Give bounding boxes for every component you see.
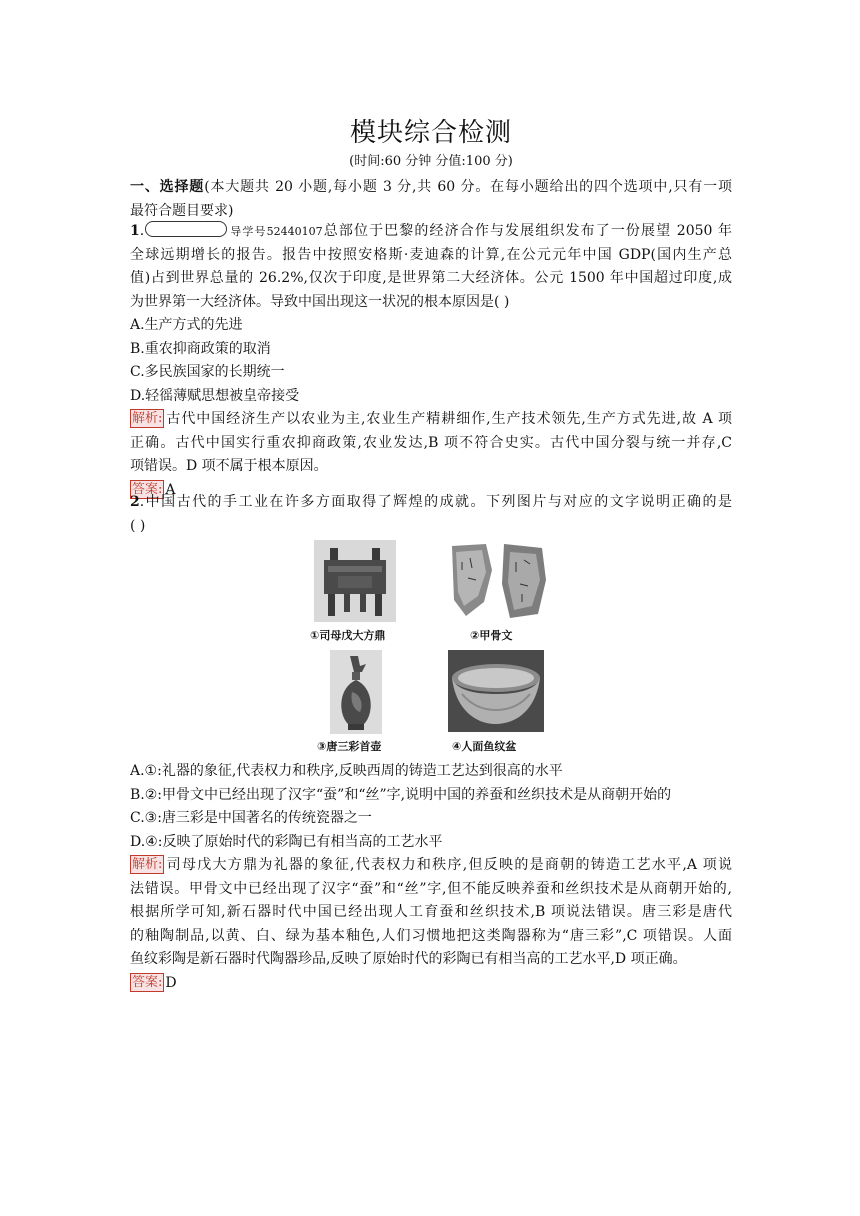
q1-option-a: A.生产方式的先进 — [130, 317, 243, 333]
figure-caption-3: ③唐三彩首壶 — [317, 740, 382, 753]
question-2-body — [130, 760, 732, 995]
q2-option-d: D.④:反映了原始时代的彩陶已有相当高的工艺水平 — [130, 833, 443, 850]
question-1-line-2: 全球远期增长的报告。报告中按照安格斯·麦迪森的计算,在公元元年中国 GDP(国内生产总 — [130, 246, 732, 263]
q1-option-b: B.重农抑商政策的取消 — [130, 340, 271, 357]
q1-option-d: D.轻徭薄赋思想被皇帝接受 — [130, 387, 300, 404]
section-desc-1: (本大题共 20 小题,每小题 3 分,共 60 分。在每小题给出的四个选项中,只有一项 — [204, 179, 732, 195]
guide-label: 导学号 — [229, 225, 267, 238]
question-1-line-3: 值)占到世界总量的 26.2%,仅次于印度,是世界第二大经济体。公元 1500 年中国超过印度,成 — [130, 270, 732, 286]
q2-analysis-line-3: 根据所学可知,新石器时代中国已经出现人工育蚕和丝织技术,B 项说法错误。唐三彩是唐代 — [130, 904, 732, 920]
exam-info: (时间:60 分钟 分值:100 分) — [349, 154, 513, 169]
q1-option-c: C.多民族国家的长期统一 — [130, 364, 285, 380]
q2-option-a: A.①:礼器的象征,代表权力和秩序,反映西周的铸造工艺达到很高的水平 — [130, 763, 563, 779]
section-header — [130, 176, 732, 223]
analysis-tag: 解析: — [132, 411, 163, 426]
section-heading: 一、选择题 — [130, 179, 205, 195]
guide-oval-icon — [145, 221, 227, 237]
answer-tag: 答案: — [132, 481, 163, 497]
q2-analysis-line-5: 鱼纹彩陶是新石器时代陶器珍品,反映了原始时代的彩陶已有相当高的工艺水平,D 项正确。 — [130, 951, 687, 967]
guide-number: 52440107 — [266, 225, 323, 238]
ding-image — [314, 540, 396, 622]
q1-analysis-line-3: 项错误。D 项不属于根本原因。 — [130, 458, 328, 474]
q1-answer: A — [165, 481, 176, 498]
figure-caption-2: ②甲骨文 — [470, 629, 513, 642]
q1-analysis-line-1: 古代中国经济生产以农业为主,农业生产精耕细作,生产技术领先,生产方式先进,故 A 项 — [165, 411, 732, 427]
question-2-number: 2 — [130, 494, 140, 510]
q2-analysis-line-2: 法错误。甲骨文中已经出现了汉字“蚕”和“丝”字,但不能反映养蚕和丝织技术是从商朝开始的, — [130, 880, 732, 897]
tang-sancai-image — [330, 650, 382, 734]
q2-option-c: C.③:唐三彩是中国著名的传统瓷器之一 — [130, 810, 372, 826]
question-2-line-2: ( ) — [130, 517, 146, 534]
question-1-number: 1 — [130, 223, 140, 239]
answer-tag: 答案: — [132, 974, 163, 990]
question-2 — [130, 491, 732, 538]
q2-answer: D — [165, 974, 177, 991]
q1-analysis-line-2: 正确。古代中国实行重农抑商政策,农业发达,B 项不符合史实。古代中国分裂与统一并存,C — [130, 434, 732, 451]
pottery-basin-image — [448, 650, 544, 732]
section-desc-2: 最符合题目要求) — [130, 202, 234, 219]
page-title: 模块综合检测 — [349, 118, 512, 148]
q2-analysis-line-4: 的釉陶制品,以黄、白、绿为基本釉色,人们习惯地把这类陶器称为“唐三彩”,C 项错误。人面 — [130, 927, 732, 944]
analysis-tag: 解析: — [132, 857, 163, 872]
figure-caption-1: ①司母戊大方鼎 — [310, 629, 386, 642]
question-1: 1. 导学号52440107总部位于巴黎的经济合作与发展组织发布了一份展望 2050 年 全球远期增长的报告。报告中按照安格斯·麦迪森的计算,在公元元年中国 GDP(国内生产总 值)占到世界总量的 26.2%,仅次于印度,是世界第二大经济体。公元 1500 年中国超过印度,成 为世界第一大经济体。导致中国出现这一状况的根本原因是( ) A.生产方式的先进 B.重农抑商政策的取消 C.多民族国家的长期统一 D.轻徭薄赋思想被皇帝接受 解析: 古代中国经济生产以农业为主,农业生产精耕细作,生产技术领先,生产方式先进,故 A 项 正确。古代中国实行重农抑商政策,农业发达,B 项不符合史实。古代中国分裂与统一并存,C 项错误。D 项不属于根本原因。 答案: A — [130, 223, 732, 498]
q2-analysis-line-1: 司母戊大方鼎为礼器的象征,代表权力和秩序,但反映的是商朝的铸造工艺水平,A 项说 — [165, 857, 732, 873]
oracle-bone-image — [446, 540, 552, 622]
question-1-line-4: 为世界第一大经济体。导致中国出现这一状况的根本原因是( ) — [130, 293, 510, 310]
question-1-line-1: 总部位于巴黎的经济合作与发展组织发布了一份展望 2050 年 — [322, 223, 732, 239]
question-2-line-1: .中国古代的手工业在许多方面取得了辉煌的成就。下列图片与对应的文字说明正确的是 — [139, 494, 732, 510]
q2-option-b: B.②:甲骨文中已经出现了汉字“蚕”和“丝”字,说明中国的养蚕和丝织技术是从商朝开始的 — [130, 786, 672, 803]
figure-caption-4: ④人面鱼纹盆 — [452, 740, 517, 753]
